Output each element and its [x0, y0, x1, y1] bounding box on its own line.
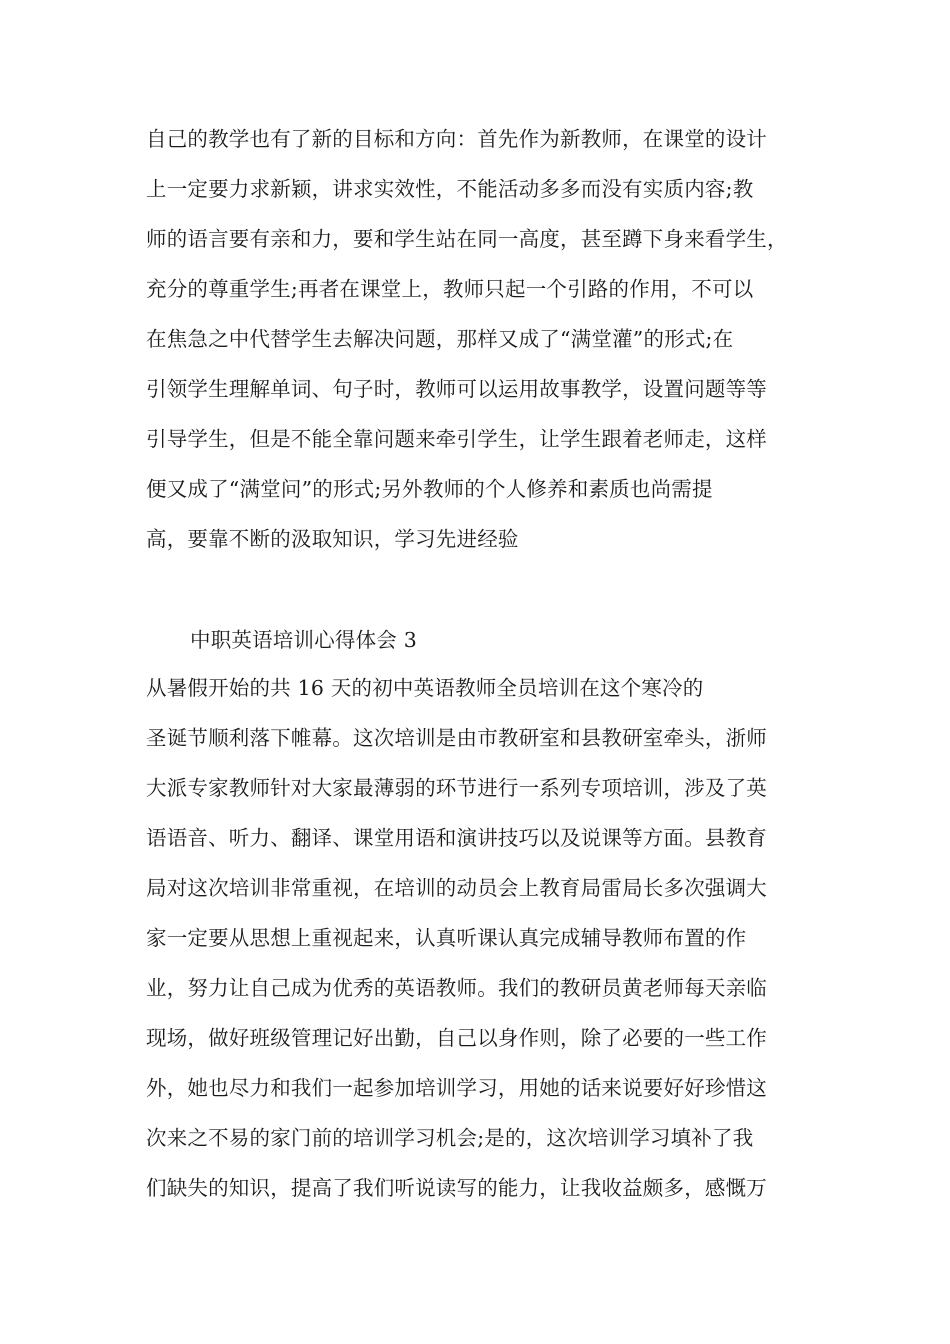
paragraph1-line-7: 引导学生，但是不能全靠问题来牵引学生，让学生跟着老师走，这样 [146, 427, 767, 451]
paragraph2-line-6: 家一定要从思想上重视起来，认真听课认真完成辅导教师布置的作 [146, 926, 747, 950]
paragraph2-line-9: 外，她也尽力和我们一起参加培训学习，用她的话来说要好好珍惜这 [146, 1076, 767, 1100]
paragraph1-line-9: 高，要靠不断的汲取知识，学习先进经验 [146, 527, 519, 551]
paragraph2-line-1: 从暑假开始的共 16 天的初中英语教师全员培训在这个寒冷的 [146, 676, 704, 700]
paragraph1-line-5: 在焦急之中代替学生去解决问题，那样又成了“满堂灌”的形式;在 [146, 327, 734, 351]
paragraph1-line-2: 上一定要力求新颖，讲求实效性，不能活动多多而没有实质内容;教 [146, 177, 754, 201]
paragraph2-line-7: 业，努力让自己成为优秀的英语教师。我们的教研员黄老师每天亲临 [146, 976, 767, 1000]
paragraph1-line-8: 便又成了“满堂问”的形式;另外教师的个人修养和素质也尚需提 [146, 477, 713, 501]
section-heading: 中职英语培训心得体会 3 [190, 628, 417, 652]
paragraph2-line-8: 现场，做好班级管理记好出勤，自己以身作则，除了必要的一些工作 [146, 1026, 767, 1050]
paragraph2-line-10: 次来之不易的家门前的培训学习机会;是的，这次培训学习填补了我 [146, 1126, 754, 1150]
paragraph2-line-2: 圣诞节顺利落下帷幕。这次培训是由市教研室和县教研室牵头，浙师 [146, 726, 767, 750]
paragraph2-line-11: 们缺失的知识，提高了我们听说读写的能力，让我收益颇多，感慨万 [146, 1176, 767, 1200]
paragraph1-line-6: 引领学生理解单词、句子时，教师可以运用故事教学，设置问题等等 [146, 377, 767, 401]
paragraph1-line-4: 充分的尊重学生;再者在课堂上，教师只起一个引路的作用，不可以 [146, 277, 754, 301]
paragraph2-line-4: 语语音、听力、翻译、课堂用语和演讲技巧以及说课等方面。县教育 [146, 826, 767, 850]
paragraph1-line-3: 师的语言要有亲和力，要和学生站在同一高度，甚至蹲下身来看学生， [146, 227, 788, 251]
paragraph1-line-1: 自己的教学也有了新的目标和方向：首先作为新教师，在课堂的设计 [146, 127, 767, 151]
paragraph2-line-3: 大派专家教师针对大家最薄弱的环节进行一系列专项培训，涉及了英 [146, 776, 767, 800]
paragraph2-line-5: 局对这次培训非常重视，在培训的动员会上教育局雷局长多次强调大 [146, 876, 767, 900]
